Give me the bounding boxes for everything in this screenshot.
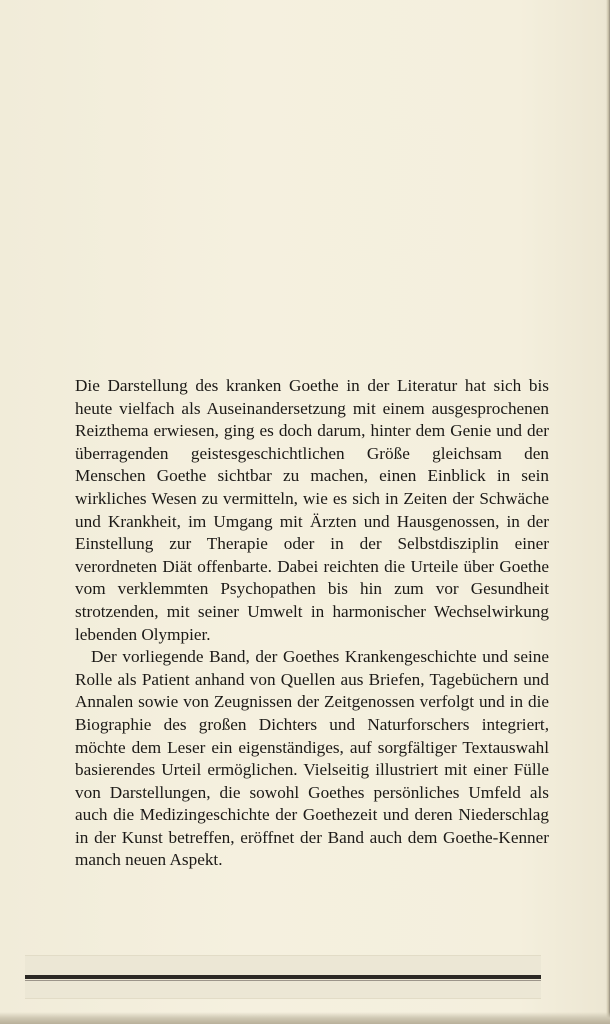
horizontal-rule-underline [25,980,541,981]
bottom-edge-shadow [0,1012,610,1024]
page-edge-shadow [606,0,610,1024]
bottom-rule-strip [25,955,541,999]
blurb-paragraph-1: Die Darstellung des kranken Goethe in der Literatur hat sich bis heute vielfach als Auseinandersetzung mit einem ausgesprochenen Reizthema erwiesen, ging es doch darum, hinter dem Genie und der überragenden geistesgeschichtlichen Größe gleichsam den Menschen Goethe sichtbar zu machen, einen Einblick in sein wirkliches Wesen zu vermitteln, wie es sich in Zeiten der Schwäche und Krankheit, im Umgang mit Ärzten und Hausgenossen, in der Einstellung zur Therapie oder in der Selbstdisziplin einer verordneten Diät offenbarte. Dabei reichten die Urteile über Goethe vom verklemmten Psychopathen bis hin zum vor Gesundheit strotzenden, mit seiner Umwelt in harmonischer Wechselwirkung lebenden Olympier. [75,376,549,644]
blurb-text [75,375,549,872]
horizontal-rule [25,975,541,979]
blurb-paragraph-2: Der vorliegende Band, der Goethes Krankengeschichte und seine Rolle als Patient anhand von Quellen aus Briefen, Tagebüchern und Annalen sowie von Zeugnissen der Zeitgenossen verfolgt und in die Biographie des großen Dichters und Naturforschers integriert, möchte dem Leser ein eigenständiges, auf sorgfältiger Textauswahl basierendes Urteil ermöglichen. Vielseitig illustriert mit einer Fülle von Darstellungen, die sowohl Goethes persönliches Umfeld als auch die Medizingeschichte der Goethezeit und deren Niederschlag in der Kunst betreffen, eröffnet der Band auch dem Goethe-Kenner manch neuen Aspekt. [75,647,549,870]
